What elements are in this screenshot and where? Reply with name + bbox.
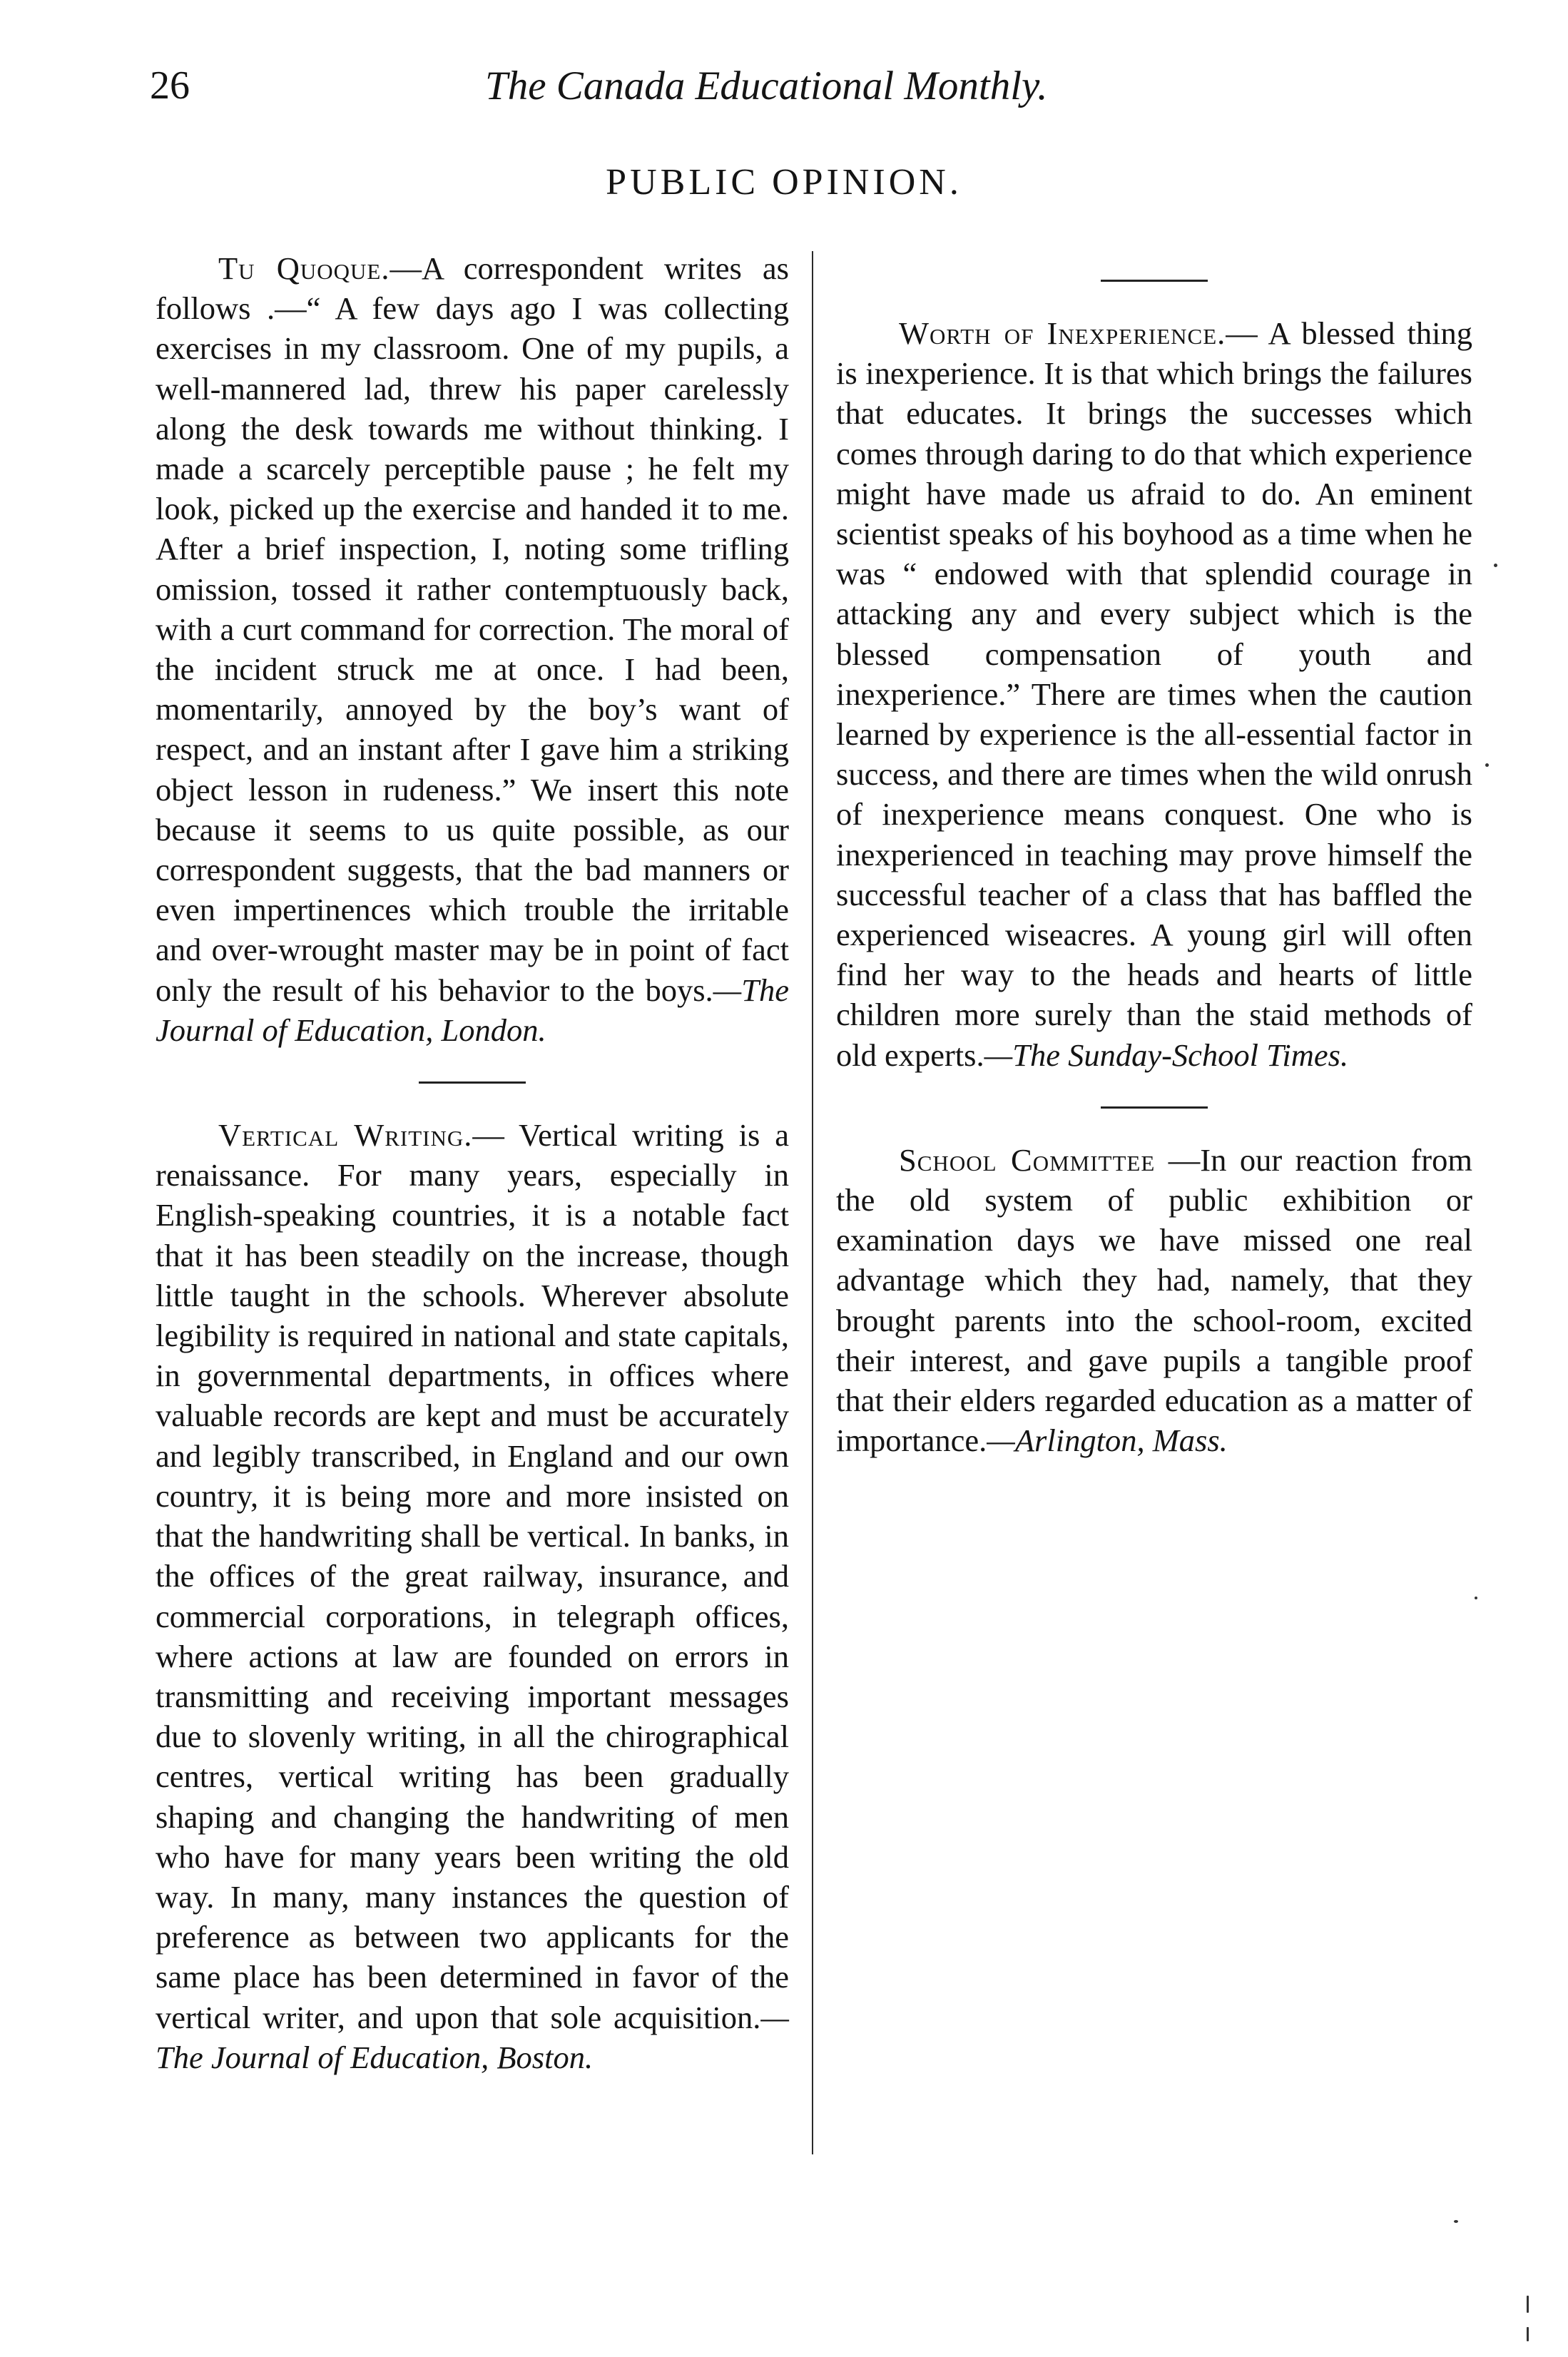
article-paragraph [836, 1140, 1472, 1461]
left-column [156, 248, 789, 2077]
print-speck [1485, 763, 1489, 767]
article-tu-quoque [156, 248, 789, 1050]
print-speck [1475, 1597, 1477, 1599]
print-speck [1527, 2296, 1529, 2313]
article-paragraph [156, 1115, 789, 2077]
article-paragraph [156, 248, 789, 1050]
article-body: — A blessed thing is inexperience. It is that which brings the failures that educates. It brings the successes which comes through daring to do that which experience might have made us afraid to do. An eminent scientist speaks of his boyhood as a time when he was “ endowed with that splendid courage in attacking any and every subject which is the blessed compensation of youth and inexperience.” There are times when the caution learned by experience is the all-essential factor in success, and there are times when the wild onrush of inexperience means conquest. One who is inexperienced in teaching may prove himself the successful teacher of a class that has baffled the experienced wiseacres. A young girl will often find her way to the heads and hearts of little children more surely than the staid methods of old experts. [836, 315, 1472, 1073]
print-speck [1454, 2220, 1458, 2223]
print-speck [1494, 564, 1497, 567]
article-body: —In our reaction from the old system of public exhibition or examination days we have missed one real advantage which they had, namely, that they brought parents into the school-room, excited their interest, and gave pupils a tangible proof that their elders regarded education as a matter of importance. [836, 1141, 1472, 1459]
article-source: —The Journal of Education, Boston. [156, 1999, 789, 2075]
article-heading: Worth of Inexperience. [899, 315, 1226, 351]
article-heading: Vertical Writing. [218, 1117, 473, 1154]
article-worth-of-inexperience [836, 313, 1472, 1075]
article-school-committee [836, 1140, 1472, 1461]
print-speck [1527, 2327, 1529, 2341]
column-rule [812, 251, 813, 2154]
article-divider [419, 1081, 526, 1084]
article-body: —A correspondent writes as follows .—“ A few days ago I was collecting exercises in my classroom. One of my pupils, a well-mannered lad, threw his paper carelessly along the desk towards me without thinking. I made a scarcely perceptible pause ; he felt my look, picked up the exercise and handed it to me. After a brief inspection, I, noting some trifling omission, tossed it rather contemptuously back, with a curt command for correction. The moral of the incident struck me at once. I had been, momentarily, annoyed by the boy’s want of respect, and an instant after I gave him a striking object lesson in rudeness.” We insert this note because it seems to us quite possible, as our correspondent suggests, that the bad manners or even impertinences which trouble the irritable and over-wrought master may be in point of fact only the result of his behavior to the boys. [156, 250, 789, 1008]
section-title: PUBLIC OPINION. [606, 162, 962, 203]
right-column [836, 248, 1472, 1460]
article-paragraph [836, 313, 1472, 1075]
journal-title: The Canada Educational Monthly. [485, 63, 1048, 108]
page-number: 26 [150, 63, 190, 108]
running-head [150, 63, 1141, 113]
article-heading: School Committee [899, 1141, 1156, 1178]
article-divider [1101, 280, 1208, 282]
article-body: — Vertical writing is a renaissance. For many years, especially in English-speaking countries, it is a notable fact that it has been steadily on the increase, though little taught in the schools. Wherever absolute legibility is required in national and state capitals, in governmental departments, in offices where valuable records are kept and must be accurately and legibly transcribed, in England and our own country, it is being more and more insisted on that the handwriting shall be vertical. In banks, in the offices of the great railway, insurance, and commercial corporations, in telegraph offices, where actions at law are founded on errors in transmitting and receiving important messages due to slovenly writing, in all the chirographical centres, vertical writing has been gradually shaping and changing the handwriting of men who have for many years been writing the old way. In many, many instances the question of preference as between two applicants for the same place has been determined in favor of the vertical writer, and upon that sole acquisition. [156, 1117, 789, 2035]
article-vertical-writing [156, 1115, 789, 2077]
article-divider [1101, 1106, 1208, 1109]
article-source: —The Journal of Education, London. [156, 972, 789, 1048]
article-source: —Arlington, Mass. [987, 1422, 1228, 1459]
article-heading: Tu Quoque. [218, 250, 390, 286]
article-source: —The Sunday-School Times. [984, 1037, 1349, 1073]
